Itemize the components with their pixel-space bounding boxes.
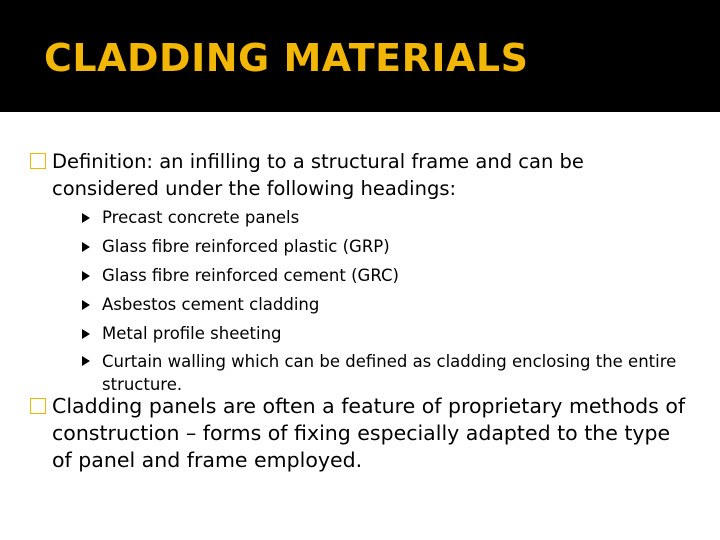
sub-list <box>82 203 682 396</box>
triangle-arrow-icon <box>82 213 90 223</box>
hollow-square-icon <box>30 153 46 169</box>
bullet-text: Cladding panels are often a feature of proprietary methods of construction – forms of fixing especially adapted to the type of panel and frame employed. <box>52 394 686 472</box>
list-item-label: Glass fibre reinforced plastic (GRP) <box>102 237 390 256</box>
bullet-cladding-panels <box>30 393 690 474</box>
triangle-arrow-icon <box>82 356 90 366</box>
bullet-definition <box>30 148 690 202</box>
triangle-arrow-icon <box>82 242 90 252</box>
list-item <box>82 232 682 261</box>
list-item-label: Glass fibre reinforced cement (GRC) <box>102 266 399 285</box>
list-item-label: Asbestos cement cladding <box>102 295 320 314</box>
triangle-arrow-icon <box>82 300 90 310</box>
hollow-square-icon <box>30 398 46 414</box>
list-item <box>82 350 682 396</box>
list-item <box>82 203 682 232</box>
list-item-label: Precast concrete panels <box>102 208 300 227</box>
list-item <box>82 261 682 290</box>
list-item <box>82 319 682 348</box>
slide-title: CLADDING MATERIALS <box>44 36 529 80</box>
list-item <box>82 290 682 319</box>
triangle-arrow-icon <box>82 329 90 339</box>
list-item-label: Curtain walling which can be defined as cladding enclosing the entire structure. <box>102 352 677 394</box>
triangle-arrow-icon <box>82 271 90 281</box>
list-item-label: Metal profile sheeting <box>102 324 282 343</box>
bullet-text: Definition: an infilling to a structural frame and can be considered under the following headings: <box>52 150 584 200</box>
